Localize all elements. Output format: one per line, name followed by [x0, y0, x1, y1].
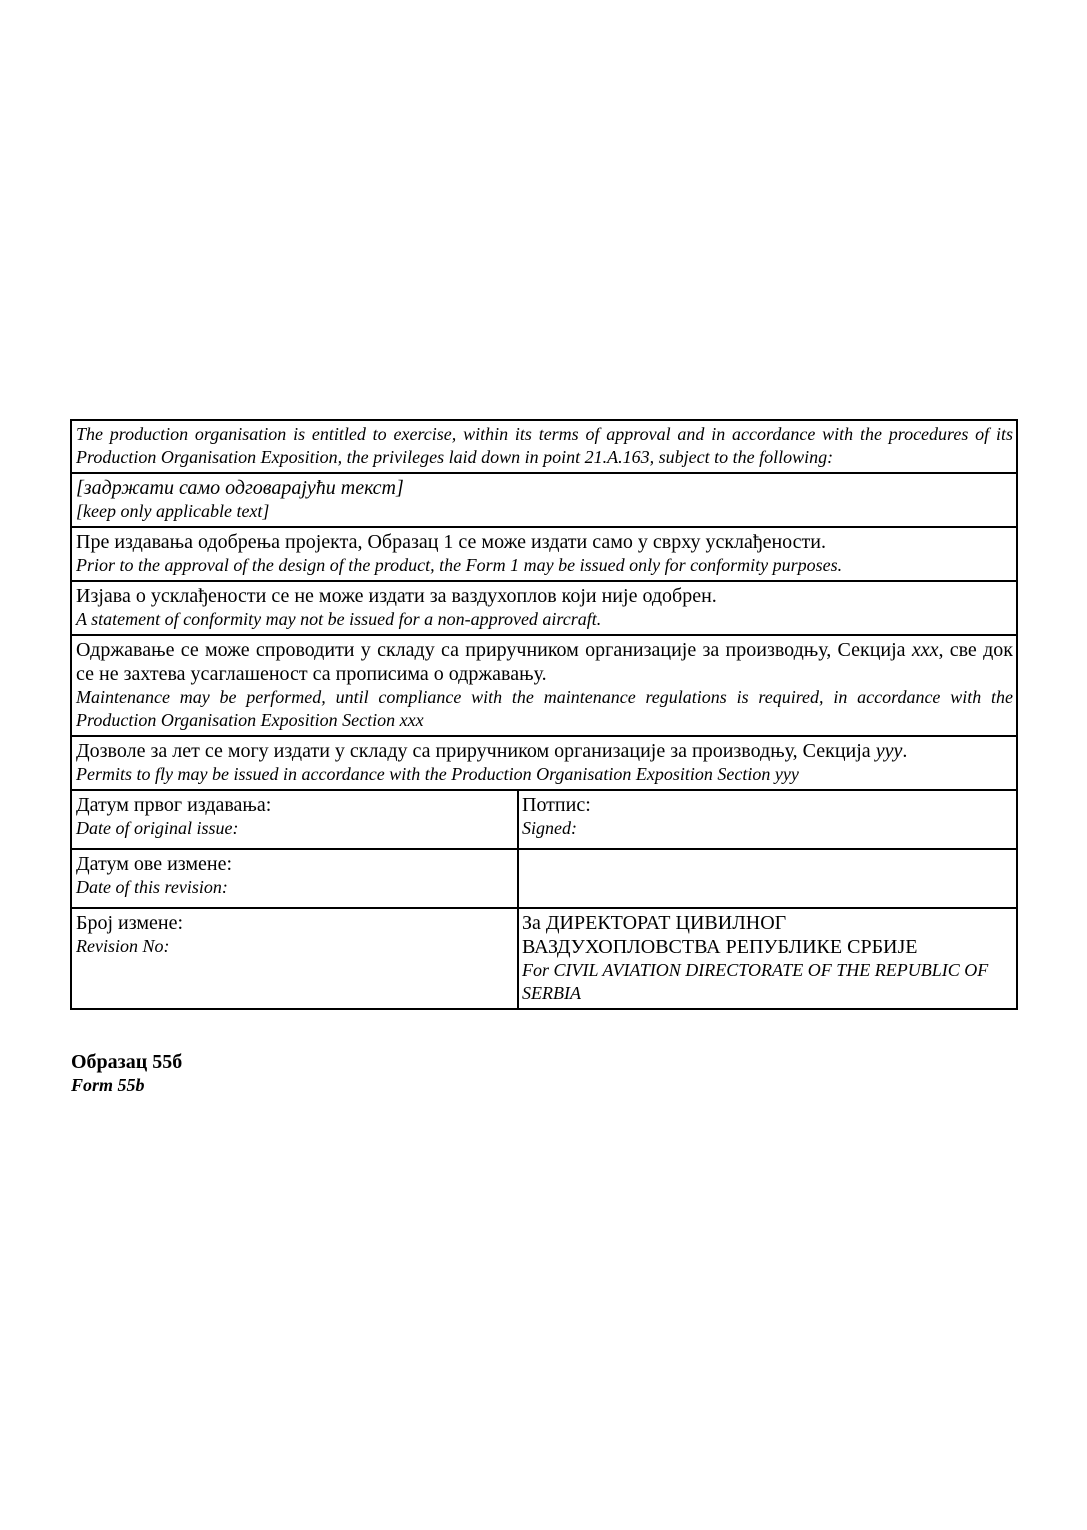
authority-sr-line2: ВАЗДУХОПЛОВСТВА РЕПУБЛИКЕ СРБИЈЕ — [522, 936, 918, 958]
issue-signed-row — [72, 789, 1016, 848]
signed-label-en: Signed: — [522, 818, 577, 838]
maintenance-section-var: xxx — [911, 639, 939, 661]
form-table — [70, 419, 1018, 1010]
condition-conformity-en: A statement of conformity may not be issued for a non-approved aircraft. — [76, 609, 602, 629]
condition-design-sr: Пре издавања одобрења пројекта, Образац 1 се може издати само у сврху усклађености. — [76, 531, 826, 553]
maintenance-sr-part-b: , све док се не захтева усаглашеност са прописима о одржавању. — [76, 639, 1013, 685]
revision-date-row — [72, 848, 1016, 907]
intro-text: The production organisation is entitled to exercise, within its terms of approval and in accordance with the procedures of its Production Organisation Exposition, the privileges laid down in point 21.A.163, subject to the following: — [76, 424, 1013, 467]
authority-en: For CIVIL AVIATION DIRECTORATE OF THE REPUBLIC OF SERBIA — [522, 960, 989, 1003]
form-footer — [71, 1050, 182, 1097]
signed-label-sr: Потпис: — [522, 794, 591, 816]
revision-date-label-en: Date of this revision: — [76, 877, 228, 897]
condition-row-design — [72, 526, 1016, 580]
maintenance-row — [72, 634, 1016, 735]
original-issue-label-sr: Датум првог издавања: — [76, 794, 272, 816]
revision-no-label-sr: Број измене: — [76, 912, 184, 934]
original-issue-cell — [72, 791, 519, 848]
permits-sr-part-b: . — [902, 740, 908, 762]
condition-row-conformity — [72, 580, 1016, 634]
form-number-en: Form 55b — [71, 1075, 145, 1095]
permits-sr-part-a: Дозволе за лет се могу издати у складу са приручником организације за производњу, Секција — [76, 740, 871, 762]
condition-conformity-sr: Изјава о усклађености се не може издати за ваздухоплов који није одобрен. — [76, 585, 717, 607]
permits-text-en: Permits to fly may be issued in accordance with the Production Organisation Exposition Section yyy — [76, 764, 799, 784]
authority-sr-line1: За ДИРЕКТОРАТ ЦИВИЛНОГ — [522, 912, 787, 934]
revision-date-cell — [72, 850, 519, 907]
revision-no-label-en: Revision No: — [76, 936, 170, 956]
note-text-en: [keep only applicable text] — [76, 501, 270, 521]
permits-row — [72, 735, 1016, 789]
revision-date-label-sr: Датум ове измене: — [76, 853, 233, 875]
maintenance-text-en: Maintenance may be performed, until compliance with the maintenance regulations is required, in accordance with the Production Organisation Exposition Section xxx — [76, 687, 1013, 730]
note-text-sr: [задржати само одговарајући текст] — [76, 477, 404, 499]
maintenance-sr-part-a: Одржавање се може спроводити у складу са приручником организације за производњу, Секција — [76, 639, 906, 661]
original-issue-label-en: Date of original issue: — [76, 818, 239, 838]
permits-text-sr — [76, 739, 1013, 763]
form-number-sr: Образац 55б — [71, 1051, 183, 1073]
permits-section-var: yyy — [875, 740, 903, 762]
revision-no-cell — [72, 909, 519, 1008]
authority-cell — [519, 909, 1016, 1008]
maintenance-text-sr — [76, 638, 1013, 686]
condition-design-en: Prior to the approval of the design of the product, the Form 1 may be issued only for conformity purposes. — [76, 555, 843, 575]
revision-no-row — [72, 907, 1016, 1008]
empty-cell — [519, 850, 1016, 907]
note-row — [72, 472, 1016, 526]
signed-cell — [519, 791, 1016, 848]
intro-row — [72, 421, 1016, 472]
